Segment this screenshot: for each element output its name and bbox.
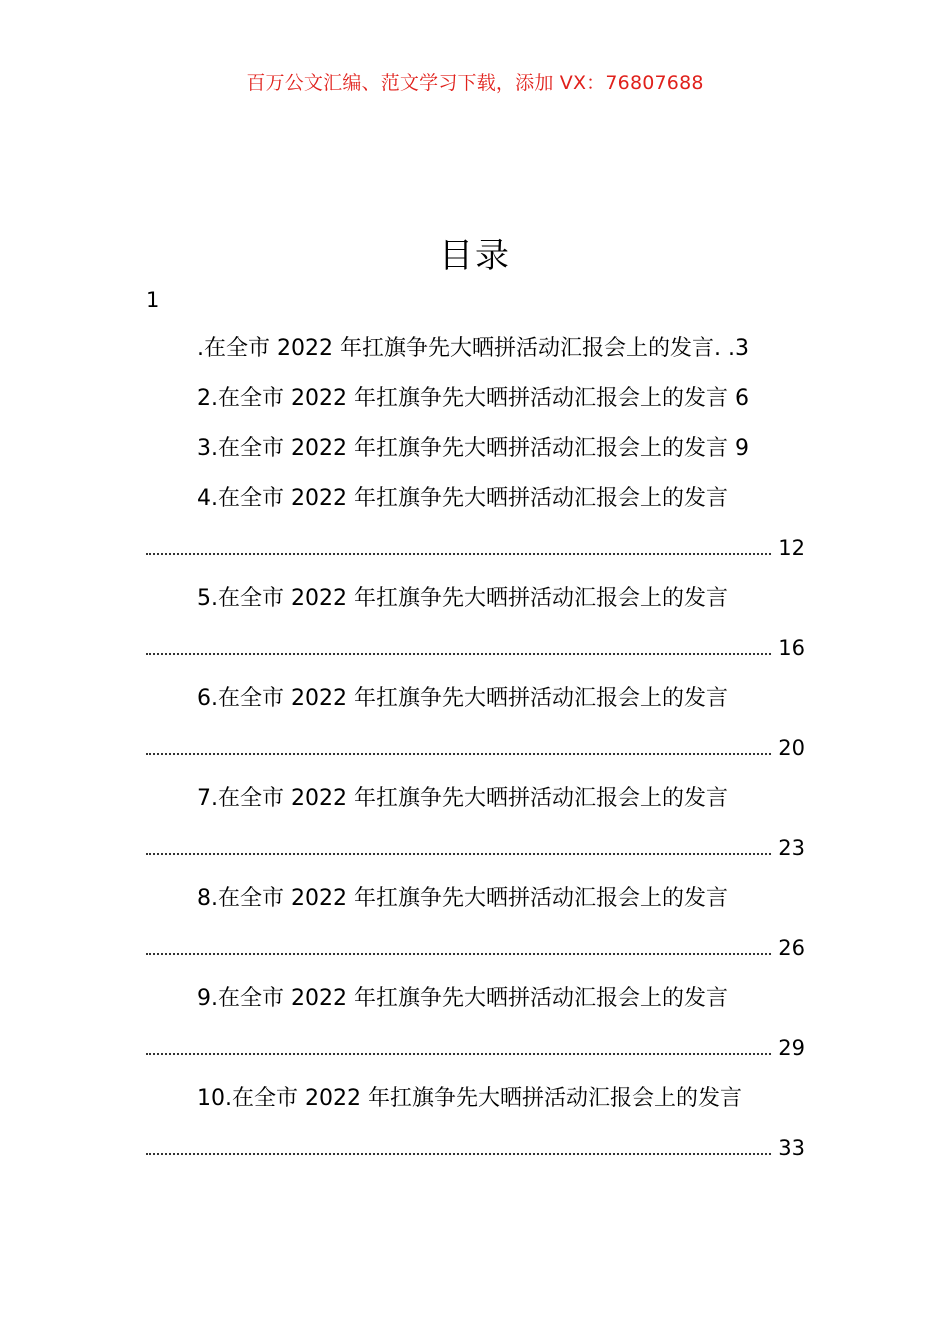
toc-entry-title: 10.在全市 2022 年扛旗争先大晒拼活动汇报会上的发言 bbox=[197, 1086, 742, 1111]
page-header-watermark: 百万公文汇编、范文学习下载，添加 VX：76807688 bbox=[246, 72, 704, 94]
toc-leader-row bbox=[146, 733, 805, 763]
dot-leader bbox=[146, 553, 771, 555]
toc-entry[interactable] bbox=[146, 983, 805, 1015]
toc-entry-title: 5.在全市 2022 年扛旗争先大晒拼活动汇报会上的发言 bbox=[197, 586, 728, 611]
toc-entry-title: 2.在全市 2022 年扛旗争先大晒拼活动汇报会上的发言 6 bbox=[197, 386, 749, 411]
toc-entry-title: 9.在全市 2022 年扛旗争先大晒拼活动汇报会上的发言 bbox=[197, 986, 728, 1011]
toc-entry-title: 6.在全市 2022 年扛旗争先大晒拼活动汇报会上的发言 bbox=[197, 686, 728, 711]
dot-leader bbox=[146, 953, 771, 955]
toc-entry[interactable] bbox=[146, 483, 805, 515]
toc-entry-title: 3.在全市 2022 年扛旗争先大晒拼活动汇报会上的发言 9 bbox=[197, 436, 749, 461]
toc-entry-title: 8.在全市 2022 年扛旗争先大晒拼活动汇报会上的发言 bbox=[197, 886, 728, 911]
toc-leader-row bbox=[146, 1133, 805, 1163]
dot-leader bbox=[146, 653, 771, 655]
toc-entry[interactable] bbox=[146, 883, 805, 915]
toc-entry[interactable] bbox=[146, 383, 805, 415]
toc-leader-row bbox=[146, 633, 805, 663]
toc-leader-row bbox=[146, 933, 805, 963]
dot-leader bbox=[146, 853, 771, 855]
toc-entry-title: 7.在全市 2022 年扛旗争先大晒拼活动汇报会上的发言 bbox=[197, 786, 728, 811]
toc-entry[interactable] bbox=[146, 433, 805, 465]
toc-page-number: 26 bbox=[778, 936, 805, 960]
toc-lead-number: 1 bbox=[146, 288, 160, 312]
toc-leader-row bbox=[146, 833, 805, 863]
toc-page-number: 20 bbox=[778, 736, 805, 760]
dot-leader bbox=[146, 753, 771, 755]
dot-leader bbox=[146, 1153, 771, 1155]
toc-entry[interactable] bbox=[146, 1083, 805, 1115]
toc-leader-row bbox=[146, 533, 805, 563]
toc-entry[interactable] bbox=[146, 783, 805, 815]
toc-leader-row bbox=[146, 1033, 805, 1063]
dot-leader bbox=[146, 1053, 771, 1055]
toc-entry[interactable] bbox=[146, 683, 805, 715]
page-title: 目录 bbox=[439, 236, 511, 276]
toc-entry-title: .在全市 2022 年扛旗争先大晒拼活动汇报会上的发言. .3 bbox=[197, 336, 749, 361]
toc-page-number: 16 bbox=[778, 636, 805, 660]
toc-entry[interactable] bbox=[146, 583, 805, 615]
toc-entry[interactable] bbox=[146, 333, 805, 365]
toc-page-number: 23 bbox=[778, 836, 805, 860]
toc-page-number: 33 bbox=[778, 1136, 805, 1160]
toc-page-number: 29 bbox=[778, 1036, 805, 1060]
toc-page-number: 12 bbox=[778, 536, 805, 560]
toc-entry-title: 4.在全市 2022 年扛旗争先大晒拼活动汇报会上的发言 bbox=[197, 486, 728, 511]
